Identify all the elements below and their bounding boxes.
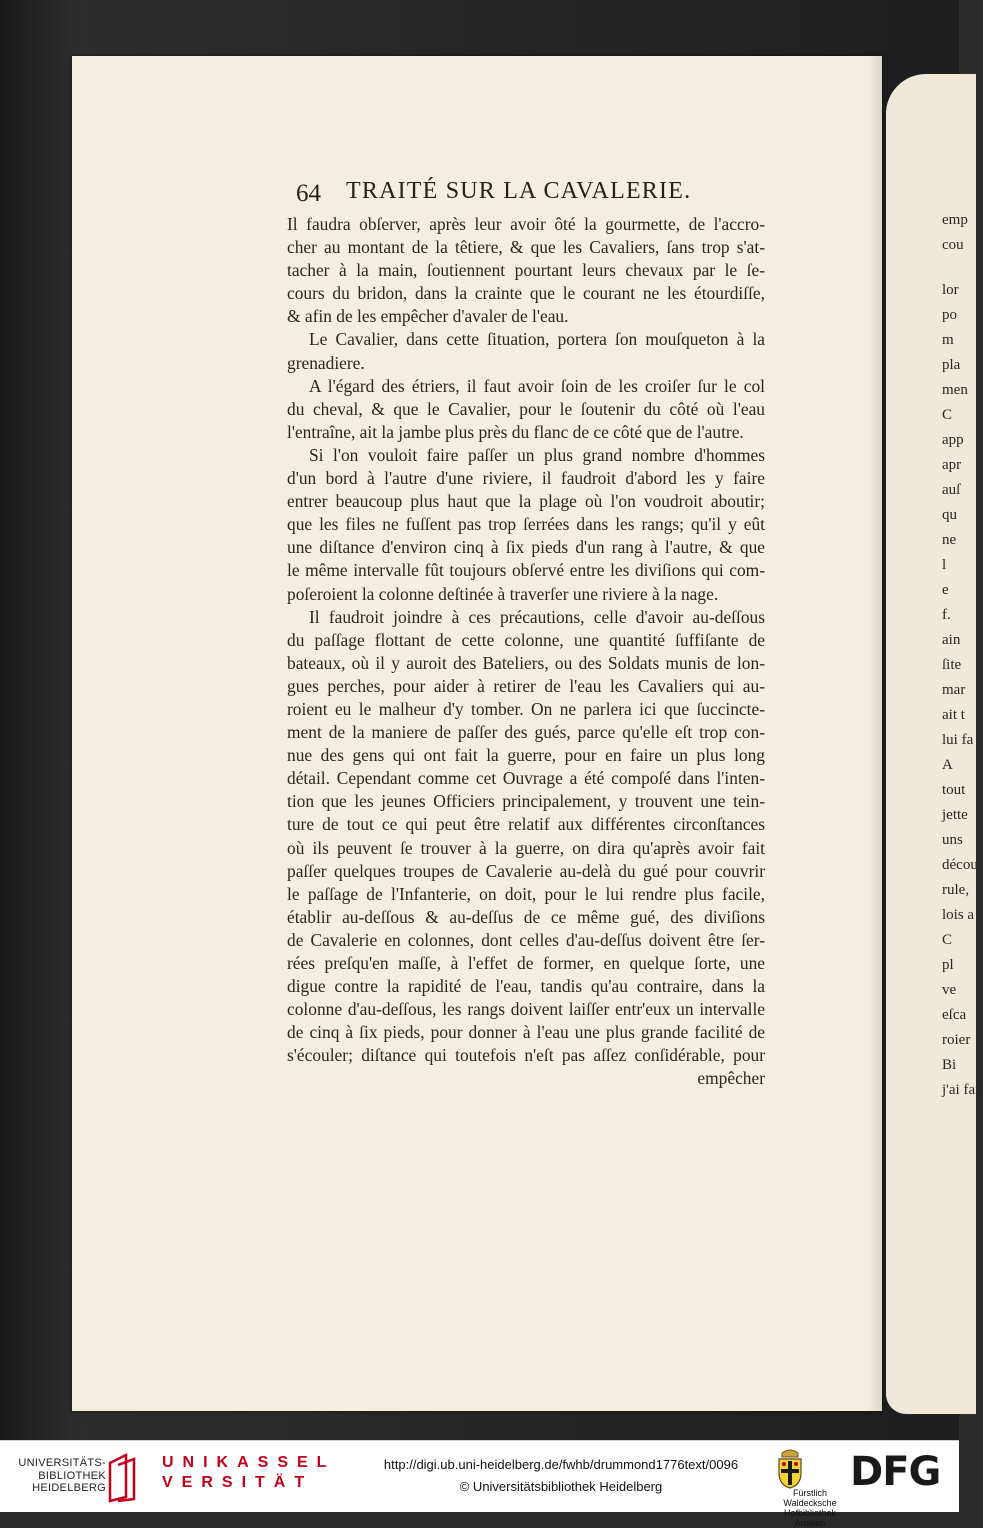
adjacent-text-fragment: f. (942, 607, 951, 623)
adjacent-text-fragment: C (942, 407, 953, 423)
adjacent-text-fragment: j'ai fait (942, 1082, 983, 1098)
text-line: Le Cavalier, dans cette ſituation, portera ſon mouſqueton à la (309, 329, 765, 350)
text-line: de Cavalerie en colonnes, dont celles d'au-deſſus doivent être ſer- (287, 929, 765, 950)
adjacent-text-fragment: qu (942, 507, 957, 523)
page-header (296, 178, 766, 210)
adjacent-text-fragment: lui fa (942, 732, 974, 748)
waldeck-crest-icon[interactable] (773, 1447, 807, 1489)
adjacent-text-fragment: ſite (942, 657, 962, 673)
text-line: roient eu le malheur d'y tomber. On ne parlera ici que ſuccincte- (287, 698, 765, 719)
permalink-url[interactable]: http://digi.ub.uni-heidelberg.de/fwhb/drummond1776text/0096 (383, 1457, 739, 1472)
adjacent-text-fragment: ne (942, 532, 957, 548)
text-line: de cinq à ſix pieds, pour donner à l'eau une plus grande facilité de (287, 1022, 765, 1043)
adjacent-text-fragment: po (942, 307, 957, 323)
adjacent-text-fragment: jette (942, 807, 968, 823)
dfg-logo[interactable]: DFG (850, 1449, 941, 1495)
adjacent-text-fragment: e (942, 582, 949, 598)
text-line: empêcher (697, 1068, 765, 1089)
fwhb-label (770, 1488, 850, 1528)
text-line: le même intervalle fût toujours obſervé entre les diviſions qui com- (287, 560, 765, 581)
text-line: Il faudra obſerver, après leur avoir ôté la gourmette, de l'accro- (287, 214, 765, 234)
text-line: & afin de les empêcher d'avaler de l'eau. (287, 306, 569, 327)
adjacent-text-fragment: auſ (942, 482, 961, 498)
adjacent-text-fragment: pla (942, 357, 961, 373)
adjacent-text-fragment: roier (942, 1032, 971, 1048)
text-line: une diſtance d'environ cinq à ſix pieds d'un rang à l'autre, & que (287, 537, 765, 558)
adjacent-text-fragment: rule, (942, 882, 970, 898)
adjacent-text-fragment: apr (942, 457, 962, 473)
adjacent-text-fragment: l (942, 557, 947, 573)
kassel-line: VERSITÄT (162, 1474, 314, 1491)
text-line: détail. Cependant comme cet Ouvrage a été compoſé dans l'inten- (287, 768, 765, 789)
text-line: gues perches, pour aider à retirer de l'eau les Cavaliers qui au- (287, 675, 765, 696)
text-line: établir au-deſſous & au-deſſus de ce même gué, des diviſions (287, 906, 765, 927)
text-line: Si l'on vouloit faire paſſer un plus grand nombre d'hommes (309, 444, 765, 465)
wordmark-line: BIBLIOTHEK (38, 1469, 106, 1482)
wordmark-line: UNIVERSITÄTS- (18, 1457, 106, 1469)
text-line: paſſer quelques troupes de Cavalerie au-delà du gué pour couvrir (287, 860, 765, 881)
adjacent-text-fragment: cou (942, 237, 964, 253)
adjacent-text-fragment: emp (942, 212, 968, 228)
text-line: grenadiere. (287, 352, 365, 373)
text-line: entrer beaucoup plus haut que la plage où l'on voudroit aboutir; (287, 491, 765, 512)
text-line: Il faudroit joindre à ces précautions, celle d'avoir au-deſſous (309, 606, 765, 627)
adjacent-text-fragment: ait t (942, 707, 965, 723)
adjacent-text-fragment: men (942, 382, 968, 398)
text-line: le paſſage de l'Infanterie, on doit, pour le lui rendre plus facile, (287, 883, 765, 904)
adjacent-text-fragment: ve (942, 982, 957, 998)
text-line: l'entraîne, ait la jambe plus près du flanc de ce côté que de l'autre. (287, 421, 744, 442)
wordmark-line: HEIDELBERG (32, 1482, 106, 1494)
adjacent-text-fragment: eſca (942, 1007, 967, 1023)
text-line: A l'égard des étriers, il faut avoir ſoin de les croiſer ſur le col (309, 375, 765, 396)
text-line: du cheval, & que le Cavalier, pour le ſoutenir du côté où l'eau (287, 398, 765, 419)
copyright-notice: © Universitätsbibliothek Heidelberg (459, 1479, 663, 1494)
adjacent-text-fragment: lois a (942, 907, 975, 923)
text-line: poſeroient la colonne deſtinée à traverſer une riviere à la nage. (287, 583, 719, 604)
text-line: ment de la maniere de paſſer des gués, parce qu'elle eſt trop con- (287, 722, 765, 743)
fwhb-line: Hofbibliothek Arolsen (783, 1508, 837, 1528)
running-head: TRAITÉ SUR LA CAVALERIE. (346, 178, 692, 204)
adjacent-text-fragment: pl (942, 957, 954, 973)
text-line: d'un bord à l'autre d'une riviere, il faudroit d'abord les y faire (287, 468, 765, 489)
adjacent-text-fragment: tout (942, 782, 966, 798)
body-text (287, 213, 765, 1091)
adjacent-text-fragment: uns (942, 832, 963, 848)
text-line: où ils peuvent ſe trouver à la guerre, on dira qu'après avoir fait (287, 837, 765, 858)
text-line: rées preſqu'en maſſe, à l'effet de former, en quelque ſorte, une (287, 953, 765, 973)
text-line: digue contre la rapidité de l'eau, tandis qu'au contraire, dans la (287, 976, 765, 997)
text-line: s'écouler; diſtance qui toutefois n'eſt pas aſſez conſidérable, pour (287, 1045, 765, 1066)
text-line: cours du bridon, dans la crainte que le courant ne les étourdiſſe, (287, 283, 765, 304)
viewer-footer (0, 1440, 959, 1528)
text-line: nue des gens qui ont fait la guerre, pour en faire un plus long (287, 745, 765, 766)
uni-kassel-logo[interactable] (162, 1453, 335, 1493)
adjacent-text-fragment: m (942, 332, 954, 348)
adjacent-text-fragment: Bi (942, 1057, 957, 1073)
page-number: 64 (296, 180, 321, 207)
adjacent-text-fragment: lor (942, 282, 959, 298)
uni-heidelberg-wordmark[interactable] (6, 1457, 106, 1495)
text-line: bateaux, où il y auroit des Bateliers, ou des Soldats munis de lon- (287, 652, 765, 673)
adjacent-text-fragment: A (942, 757, 953, 773)
uni-heidelberg-logo-icon[interactable] (106, 1453, 140, 1503)
text-line: colonne d'au-deſſous, les rangs doivent laiſſer entr'eux un intervalle (287, 999, 765, 1020)
text-line: du paſſage flottant de cette colonne, une quantité ſuffiſante de (287, 629, 765, 650)
text-line: ture de tout ce qui peut être relatif aux différentes circonſtances (287, 814, 765, 835)
text-line: tion que les jeunes Officiers principalement, y trouvent une tein- (287, 791, 765, 812)
adjacent-text-fragment: décou (942, 857, 978, 873)
adjacent-text-fragment: C (942, 932, 953, 948)
kassel-line: UNIKASSEL (162, 1454, 336, 1471)
text-line: tacher à la main, ſoutiennent pourtant leurs chevaux par le ſe- (287, 260, 765, 281)
adjacent-text-fragment: mar (942, 682, 966, 698)
adjacent-text-fragment: app (942, 432, 964, 448)
text-line: que les files ne fuſſent pas trop ſerrées dans les rangs; qu'il y eût (287, 514, 765, 535)
text-line: cher au montant de la têtiere, & que les Cavaliers, ſans trop s'at- (287, 237, 765, 258)
fwhb-line: Fürstlich Waldecksche (783, 1488, 837, 1508)
adjacent-page-edge (886, 74, 983, 1414)
adjacent-text-fragment: ain (942, 632, 961, 648)
